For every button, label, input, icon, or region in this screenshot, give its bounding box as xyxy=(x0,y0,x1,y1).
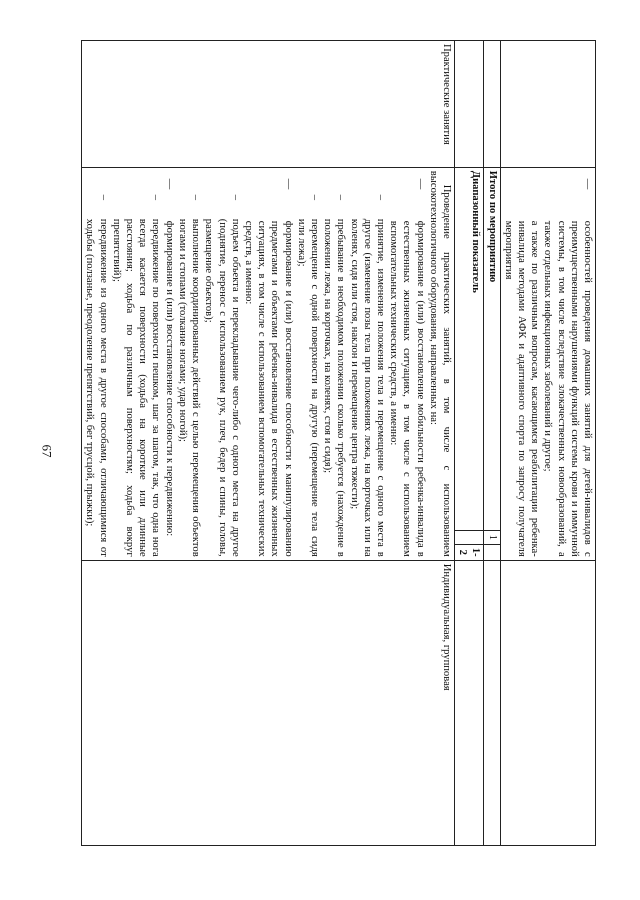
cell-empty xyxy=(454,560,483,845)
list-item: – принятие, изменение положения тела и перемещение с одного места в другое (изменение позы тела при положениях лежа, на корточках или на коленях, сидя или стоя, наклон и перемещение центра тяжести); xyxy=(348,194,386,557)
group-2: — формирование и (или) восстановление способности к манипулированию предметами и объектами ребенка-инвалида в естественных жизненных ситуациях, в том числе с использованием вспомогательных технических средств, а именно: xyxy=(242,178,294,557)
group-1-text: формирование и (или) восстановление мобильности ребенка-инвалида в естественных жизненных ситуациях, в том числе с использованием вспомогательных технических средств, а именно: xyxy=(388,220,426,557)
list-item: – передвижение из одного места в другое способами, отличающимися от ходьбы (ползанье, преодоление препятствий, бег трусцой, прыжки); xyxy=(84,194,109,557)
table-row-practice xyxy=(82,41,455,846)
list-item: – перемещение с одной поверхности на другую (перемещение тела сидя или лежа); xyxy=(295,194,320,557)
range-value: 1-2 xyxy=(454,544,483,560)
range-label: Диапазонный показатель xyxy=(454,167,483,530)
group-3-text: формирование и (или) восстановление способности к передвижению: xyxy=(163,220,175,537)
cell-empty xyxy=(500,41,595,168)
list-item: – выполнение координированных действий с целью перемещения объектов ногами и стопами (толкание ногами; удар ногой); xyxy=(176,194,202,557)
practice-form: Индивидуальная, групповая xyxy=(82,560,455,845)
list-item: – пребывание в необходимом положении сколько требуется (нахождение в положении лежа, на корточках, на коленях, стоя и сидя); xyxy=(322,194,347,557)
cell-empty xyxy=(484,41,500,168)
cell-empty xyxy=(484,544,500,560)
cell-empty xyxy=(484,560,500,845)
list-item-text: принятие, изменение положения тела и перемещение с одного места в другое (изменение позы тела при положениях лежа, на корточках или на коленях, сидя или стоя, наклон и перемещение центра тяжести); xyxy=(348,218,386,557)
list-item-text: особенностей проведения домашних занятий для детей-инвалидов с преимущественными нарушениями функций системы крови и иммунной системы, в том числе вследствие злокачественных новообразований, а также отдельных инфекционных заболеваний и другое; xyxy=(542,220,593,557)
cell-empty xyxy=(454,41,483,168)
total-value: 1 xyxy=(484,530,500,544)
group-2-text: формирование и (или) восстановление способности к манипулированию предметами и объектами ребенка-инвалида в естественных жизненных ситуациях, в том числе с использованием вспомогательных технических средств, а именно: xyxy=(242,220,294,557)
total-label: Итого по мероприятию xyxy=(484,167,500,530)
list-item-text: пребывание в необходимом положении сколько требуется (нахождение в положении лежа, на корточках, на коленях, стоя и сидя); xyxy=(322,218,347,557)
page-number: 67 xyxy=(39,444,55,458)
practice-content xyxy=(82,167,455,560)
list-item-text: подъем объекта и перекладывание чего-либо с одного места на другое (поднятие, перенос с использованием рук, плеч, бедер и спины, головы, размещение объектов); xyxy=(203,218,241,557)
practice-intro: Проведение практических занятий, в том числе с использованием высокотехнологичного оборудования, направленных на: xyxy=(427,170,452,557)
table-row-continuation xyxy=(500,41,595,846)
list-item: — особенностей проведения домашних занятий для детей-инвалидов с преимущественными нарушениями функций системы крови и иммунной системы, в том числе вследствие злокачественных новообразований, а также отдельных инфекционных заболеваний и другое; xyxy=(542,178,593,557)
cell-empty xyxy=(500,560,595,845)
group-3: — формирование и (или) восстановление способности к передвижению: xyxy=(163,178,175,537)
list-item-text: а также по различным вопросам, касающимся реабилитации ребенка-инвалида методами АФК и адаптивного спорта по запросу получателя мероприятия xyxy=(502,220,541,557)
cell-content xyxy=(500,167,595,560)
list-item xyxy=(502,171,542,557)
table-row-range xyxy=(454,41,483,846)
list-item-text: передвижение по поверхности пешком, шаг за шагом, так, что одна нога всегда касается поверхности (ходьба на короткие или длинные расстояния; ходьба по различным поверхностям; ходьба вокруг препятствий); xyxy=(110,218,162,557)
list-item-text: перемещение с одной поверхности на другую (перемещение тела сидя или лежа); xyxy=(295,218,320,557)
list-item-text: выполнение координированных действий с целью перемещения объектов ногами и стопами (толкание ногами; удар ногой); xyxy=(176,218,202,557)
list-item-text: передвижение из одного места в другое способами, отличающимися от ходьбы (ползанье, преодоление препятствий, бег трусцой, прыжки); xyxy=(84,218,109,557)
practice-name: Практические занятия xyxy=(82,41,455,168)
table-row-total xyxy=(484,41,500,846)
cell-empty xyxy=(454,530,483,544)
document-sheet xyxy=(31,40,596,846)
group-1: — формирование и (или) восстановление мобильности ребенка-инвалида в естественных жизненных ситуациях, в том числе с использованием вспомогательных технических средств, а именно: xyxy=(388,178,426,557)
list-item: – подъем объекта и перекладывание чего-либо с одного места на другое (поднятие, перенос с использованием рук, плеч, бедер и спины, головы, размещение объектов); xyxy=(203,194,241,557)
measures-table xyxy=(81,40,596,846)
list-item: – передвижение по поверхности пешком, шаг за шагом, так, что одна нога всегда касается поверхности (ходьба на короткие или длинные расстояния; ходьба по различным поверхностям; ходьба вокруг препятствий); xyxy=(110,194,162,557)
